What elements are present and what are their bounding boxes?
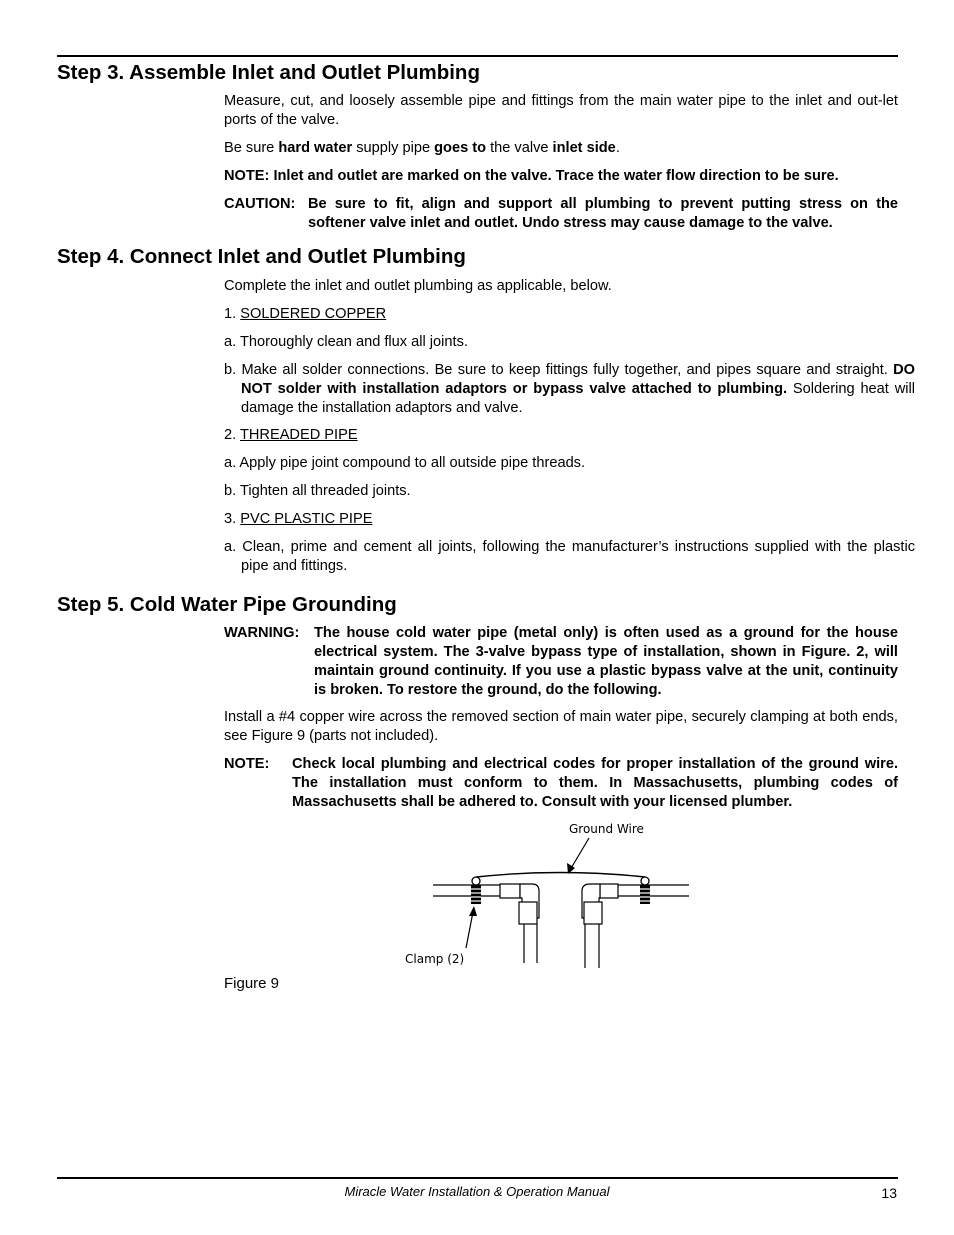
note-text: Check local plumbing and electrical codes for proper installation of the ground wire. The installation must conform to them. In Massachusetts, plumbing codes of Massachusetts shall be adhered to. Consult with your licensed plumber. [292, 756, 898, 810]
bold-text: goes to [434, 140, 487, 156]
step5-install: Install a #4 copper wire across the removed section of main water pipe, securely clamping at both ends, see Figure 9 (parts not included). [224, 709, 898, 744]
section-number: 1. [224, 306, 241, 322]
page-number: 13 [881, 1185, 897, 1201]
section-title: THREADED PIPE [239, 427, 358, 443]
step4-heading: Step 4. Connect Inlet and Outlet Plumbing [57, 245, 466, 268]
text: . [615, 140, 620, 156]
ground-wire [476, 873, 645, 878]
bold-text: inlet side [552, 140, 616, 156]
step3-caution [224, 195, 898, 233]
text: b. Make all solder connections. Be sure to keep fittings fully together, and pipes square and straight. [224, 362, 894, 378]
warning-label: WARNING: [224, 625, 300, 641]
top-rule [57, 55, 898, 57]
step3-paragraph-1: Measure, cut, and loosely assemble pipe and fittings from the main water pipe to the inlet and out-let ports of the valve. [224, 93, 898, 128]
bold-text: hard water [278, 140, 353, 156]
step4-intro: Complete the inlet and outlet plumbing as applicable, below. [224, 278, 612, 294]
clamp-leader [466, 906, 477, 948]
caution-text: Be sure to fit, align and support all plumbing to prevent putting stress on the softener valve inlet and outlet. Undo stress may cause damage to the valve. [308, 196, 898, 231]
section-number: 3. [224, 511, 241, 527]
right-clamp [640, 877, 650, 904]
step3-note: NOTE: Inlet and outlet are marked on the valve. Trace the water flow direction to be sure. [224, 168, 839, 184]
section-number: 2. [224, 427, 240, 443]
step5-warning [224, 624, 898, 700]
bottom-rule [57, 1177, 898, 1179]
clamp-label: Clamp (2) [405, 952, 465, 966]
step4-section-2 [224, 426, 898, 445]
text: supply pipe [352, 140, 435, 156]
text: Soldering heat will damage the installation adaptors and valve. [241, 381, 915, 416]
footer-title: Miracle Water Installation & Operation Manual [344, 1184, 610, 1199]
note-label: NOTE: [224, 756, 270, 772]
step5-heading: Step 5. Cold Water Pipe Grounding [57, 593, 397, 616]
right-elbow [582, 884, 618, 968]
step4-section-1 [224, 305, 898, 324]
section-title: SOLDERED COPPER [240, 306, 387, 322]
left-clamp [471, 877, 481, 904]
ground-wire-label: Ground Wire [569, 822, 644, 836]
step4-s1-item-a: a. Thoroughly clean and flux all joints. [224, 334, 468, 350]
step4-s1-item-b [224, 361, 915, 418]
figure-9-diagram [400, 818, 700, 973]
step4-s2-item-b: b. Tighten all threaded joints. [224, 483, 411, 499]
step5-note [224, 755, 898, 812]
caution-label: CAUTION: [224, 196, 296, 212]
step3-heading: Step 3. Assemble Inlet and Outlet Plumbing [57, 61, 480, 84]
left-elbow [500, 884, 539, 963]
step4-s2-item-a: a. Apply pipe joint compound to all outside pipe threads. [224, 455, 586, 471]
bold-text: DO NOT solder with installation adaptors or bypass valve attached to plumbing. [241, 362, 915, 397]
step4-s3-item-a: a. Clean, prime and cement all joints, following the manufacturer’s instructions supplied with the plastic pipe and fittings. [224, 539, 915, 574]
figure-caption: Figure 9 [224, 975, 280, 992]
step3-paragraph-2 [224, 139, 898, 158]
text: the valve [486, 140, 553, 156]
text: Be sure [224, 140, 279, 156]
ground-wire-leader [567, 838, 589, 874]
warning-text: The house cold water pipe (metal only) is often used as a ground for the house electrical system. The 3-valve bypass type of installation, shown in Figure. 2, will maintain ground continuity. If you use a plastic bypass valve at the unit, continuity is broken. To restore the ground, do the following. [314, 625, 898, 698]
step4-section-3 [224, 510, 898, 529]
section-title: PVC PLASTIC PIPE [240, 511, 373, 527]
